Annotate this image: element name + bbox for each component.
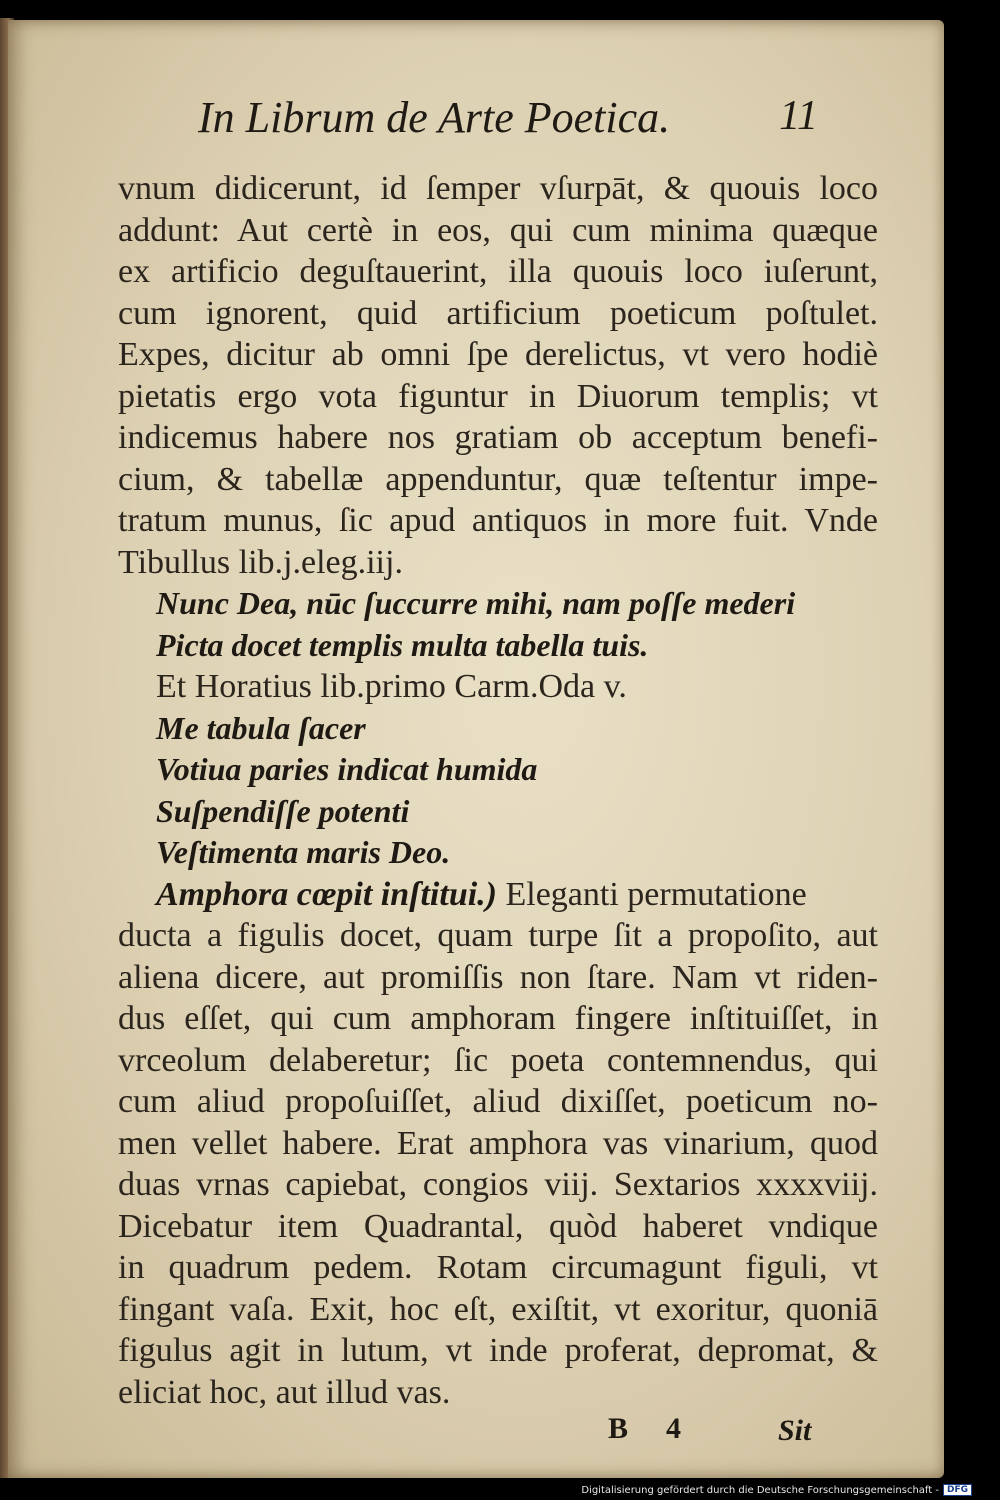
text-line: vnum didicerunt, id ſemper vſurpāt, & quouis loco bbox=[118, 170, 878, 207]
credit-text: Digitalisierung gefördert durch die Deutsche Forschungsgemeinschaft - bbox=[581, 1485, 939, 1496]
text-line: duas vrnas capiebat, congios viij. Sextarios xxxxviij. bbox=[118, 1166, 878, 1203]
folio-number: 11 bbox=[779, 93, 818, 139]
signature-letter: B bbox=[608, 1412, 629, 1445]
catchword: Sit bbox=[778, 1414, 812, 1447]
text-line: figulus agit in lutum, vt inde proferat, depromat, & bbox=[118, 1332, 878, 1369]
verse-line: Nunc Dea, nūc ſuccurre mihi, nam poſſe mederi bbox=[156, 585, 796, 621]
text-line: cium, & tabellæ appenduntur, quæ teſtentur impe- bbox=[118, 460, 878, 498]
text-line: aliena dicere, aut promiſſis non ſtare. Nam vt riden- bbox=[118, 958, 878, 996]
text-line: cum ignorent, quid artificium poeticum poſtulet. bbox=[118, 294, 878, 332]
text-line: ducta a figulis docet, quam turpe ſit a propoſito, aut bbox=[118, 917, 878, 954]
verse-line: Veſtimenta maris Deo. bbox=[156, 834, 451, 870]
signature-number: 4 bbox=[666, 1412, 682, 1445]
verse-line: Picta docet templis multa tabella tuis. bbox=[156, 626, 649, 663]
verse-line: Votiua paries indicat humida bbox=[156, 751, 538, 787]
text-line: fingant vaſa. Exit, hoc eſt, exiſtit, vt exoritur, quoniā bbox=[118, 1290, 878, 1328]
text-line: dus eſſet, qui cum amphoram fingere inſtituiſſet, in bbox=[118, 1000, 878, 1037]
dfg-logo: DFG bbox=[943, 1484, 972, 1496]
text-line: in quadrum pedem. Rotam circumagunt figuli, vt bbox=[118, 1249, 878, 1286]
text-line: Expes, dicitur ab omni ſpe derelictus, vt vero hodiè bbox=[118, 336, 878, 373]
digitization-credit bbox=[581, 1484, 972, 1496]
text-line: Tibullus lib.j.eleg.iij. bbox=[118, 543, 403, 581]
text-line: addunt: Aut certè in eos, qui cum minima quæque bbox=[118, 211, 878, 249]
verse-line: Me tabula ſacer bbox=[156, 709, 366, 746]
text-line: pietatis ergo vota figuntur in Diuorum templis; vt bbox=[118, 377, 878, 415]
text-line: men vellet habere. Erat amphora vas vinarium, quod bbox=[118, 1124, 878, 1162]
lemma-line bbox=[118, 874, 878, 916]
running-title: In Librum de Arte Poetica. bbox=[198, 93, 671, 142]
page-header bbox=[198, 92, 818, 152]
text-line: ex artificio deguſtauerint, illa quouis loco iuſerunt, bbox=[118, 253, 878, 290]
text-line: cum aliud propoſuiſſet, aliud dixiſſet, poeticum no- bbox=[118, 1083, 878, 1120]
text-line: tratum munus, ſic apud antiquos in more fuit. Vnde bbox=[118, 502, 878, 539]
body-text bbox=[118, 168, 878, 1413]
text-line: vrceolum delaberetur; ſic poeta contemnendus, qui bbox=[118, 1041, 878, 1079]
text-line: indicemus habere nos gratiam ob acceptum benefi- bbox=[118, 419, 878, 456]
text-line: Dicebatur item Quadrantal, quòd haberet vndique bbox=[118, 1207, 878, 1245]
lemma-continuation: Eleganti permutatione bbox=[497, 875, 807, 913]
text-line: eliciat hoc, aut illud vas. bbox=[118, 1373, 451, 1411]
verse-line: Suſpendiſſe potenti bbox=[156, 792, 410, 829]
signature-mark bbox=[608, 1412, 681, 1446]
book-page bbox=[8, 20, 944, 1478]
lemma: Amphora cœpit inſtitui.) bbox=[156, 875, 497, 913]
text-line: Et Horatius lib.primo Carm.Oda v. bbox=[156, 668, 627, 705]
